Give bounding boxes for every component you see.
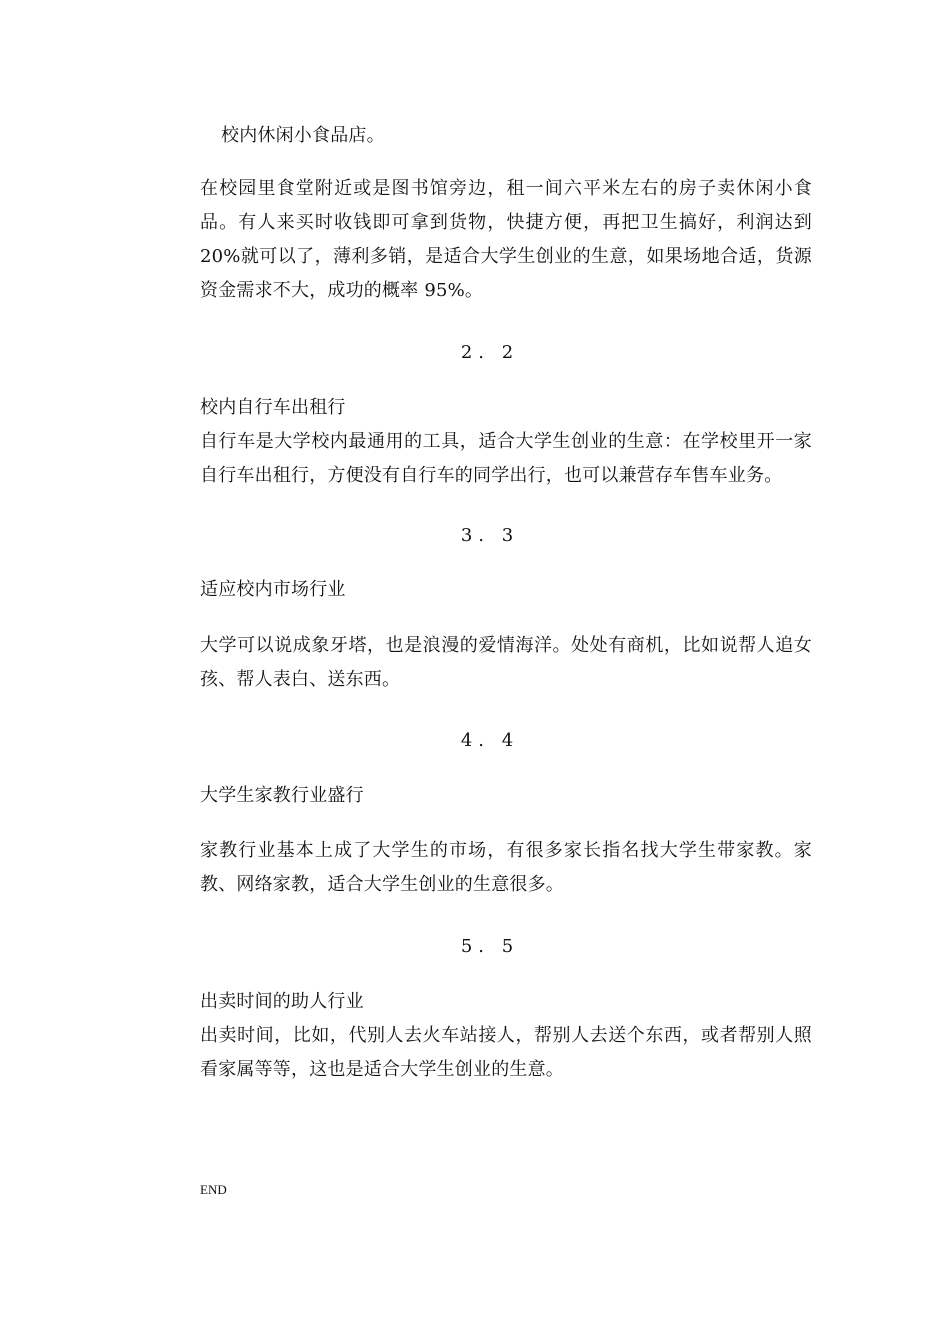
section-body-4: 家教行业基本上成了大学生的市场，有很多家长指名找大学生带家教。家教、网络家教，适合大学生创业的生意很多。	[200, 840, 812, 895]
section-title-5: 出卖时间的助人行业	[200, 991, 364, 1012]
section-title-3: 适应校内市场行业	[200, 579, 346, 600]
section-title-2: 校内自行车出租行	[200, 397, 346, 418]
section-title-4: 大学生家教行业盛行	[200, 785, 364, 806]
end-marker: END	[200, 1182, 227, 1197]
section-title-1: 校内休闲小食品店。	[221, 125, 385, 146]
section-number-2: 2. 2	[460, 342, 520, 363]
section-body-1: 在校园里食堂附近或是图书馆旁边，租一间六平米左右的房子卖休闲小食品。有人来买时收钱即可拿到货物，快捷方便，再把卫生搞好，利润达到20%就可以了，薄利多销，是适合大学生创业的生意，如果场地合适，货源资金需求不大，成功的概率 95%。	[200, 178, 812, 301]
section-body-5: 出卖时间，比如，代别人去火车站接人，帮别人去送个东西，或者帮别人照看家属等等，这也是适合大学生创业的生意。	[200, 1025, 812, 1080]
section-number-5: 5. 5	[460, 936, 520, 957]
section-body-3: 大学可以说成象牙塔，也是浪漫的爱情海洋。处处有商机，比如说帮人追女孩、帮人表白、送东西。	[200, 635, 812, 690]
section-number-4: 4. 4	[460, 730, 520, 751]
section-body-2: 自行车是大学校内最通用的工具，适合大学生创业的生意：在学校里开一家自行车出租行，方便没有自行车的同学出行，也可以兼营存车售车业务。	[200, 431, 812, 486]
section-number-3: 3. 3	[460, 525, 520, 546]
